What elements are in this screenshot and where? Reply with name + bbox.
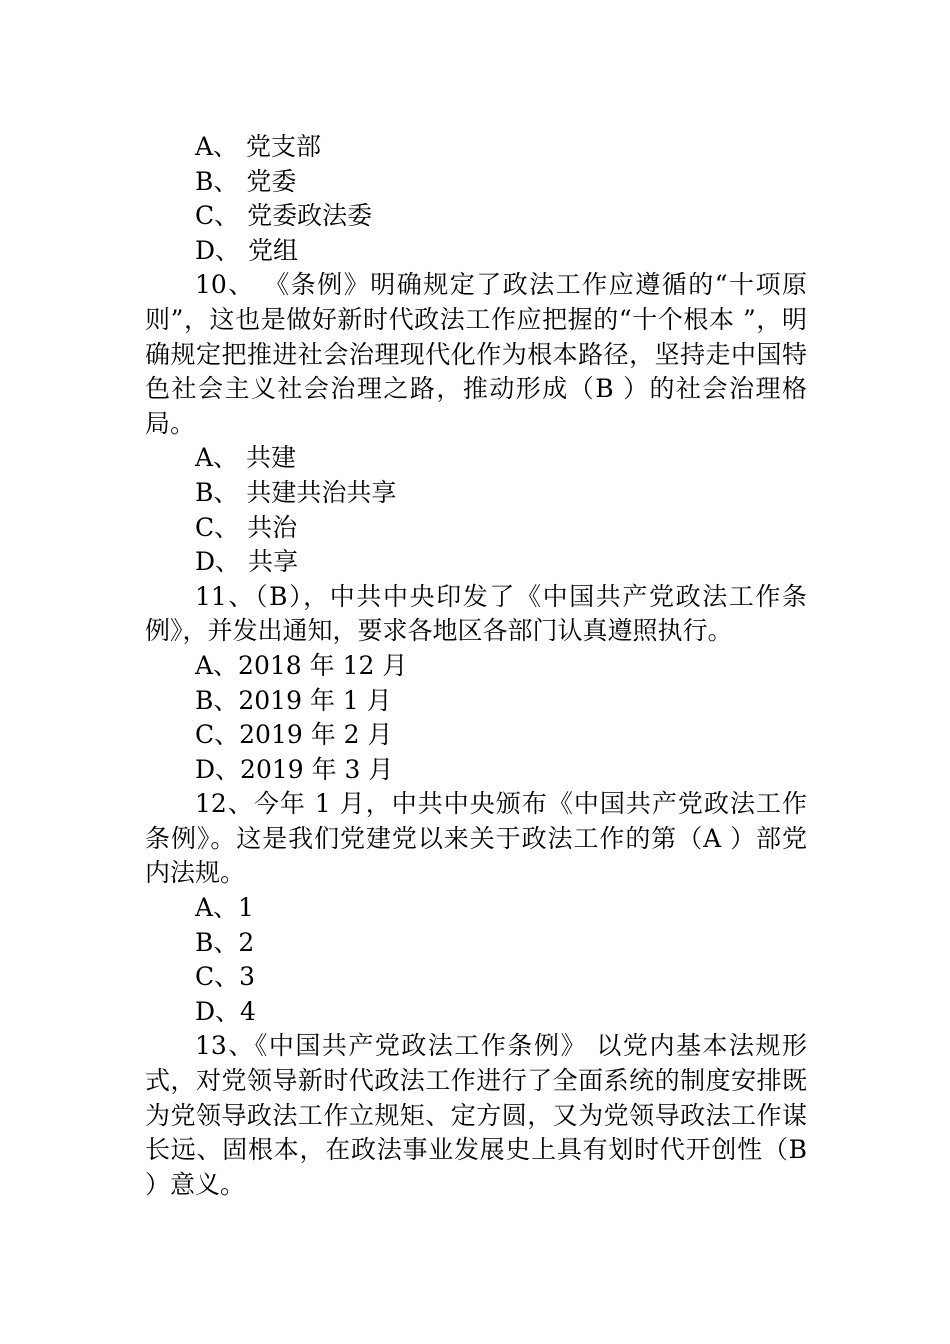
q11-option-d: D、2019 年 3 月 [195, 754, 394, 784]
q10-option-d: D、 共享 [195, 547, 298, 577]
q11-option-b: B、2019 年 1 月 [195, 685, 392, 715]
q11-option-a: A、2018 年 12 月 [195, 650, 408, 680]
q12-option-a: A、1 [195, 893, 254, 923]
q10-option-c: C、 共治 [195, 512, 298, 542]
q9-option-d: D、 党组 [195, 235, 298, 265]
q9-option-c: C、 党委政法委 [195, 201, 373, 231]
q12-option-b: B、2 [195, 927, 255, 957]
question-12: 12、今年 1 月，中共中央颁布《中国共产党政法工作条例》。这是我们党建党以来关于政法工作的第（A ）部党内法规。 [145, 789, 807, 888]
q9-option-b: B、 党委 [195, 166, 297, 196]
q12-option-d: D、4 [195, 996, 256, 1026]
q11-option-c: C、2019 年 2 月 [195, 720, 393, 750]
q10-option-b: B、 共建共治共享 [195, 477, 397, 507]
q9-option-a: A、 党支部 [195, 132, 322, 161]
q12-option-c: C、3 [195, 962, 256, 992]
question-10: 10、 《条例》明确规定了政法工作应遵循的“十项原则”，这也是做好新时代政法工作应把握的“十个根本 ”，明确规定把推进社会治理现代化作为根本路径，坚持走中国特色社会主义社会治理之路，推动形成（B ）的社会治理格局。 [145, 270, 807, 438]
document-body [145, 130, 807, 1202]
q10-option-a: A、 共建 [195, 443, 297, 473]
question-13: 13、《中国共产党政法工作条例》 以党内基本法规形式，对党领导新时代政法工作进行了全面系统的制度安排既为党领导政法工作立规矩、定方圆，又为党领导政法工作谋长远、固根本，在政法事业发展史上具有划时代开创性（B ）意义。 [145, 1031, 807, 1199]
question-11: 11、（B），中共中央印发了《中国共产党政法工作条例》，并发出通知，要求各地区各部门认真遵照执行。 [145, 581, 807, 646]
